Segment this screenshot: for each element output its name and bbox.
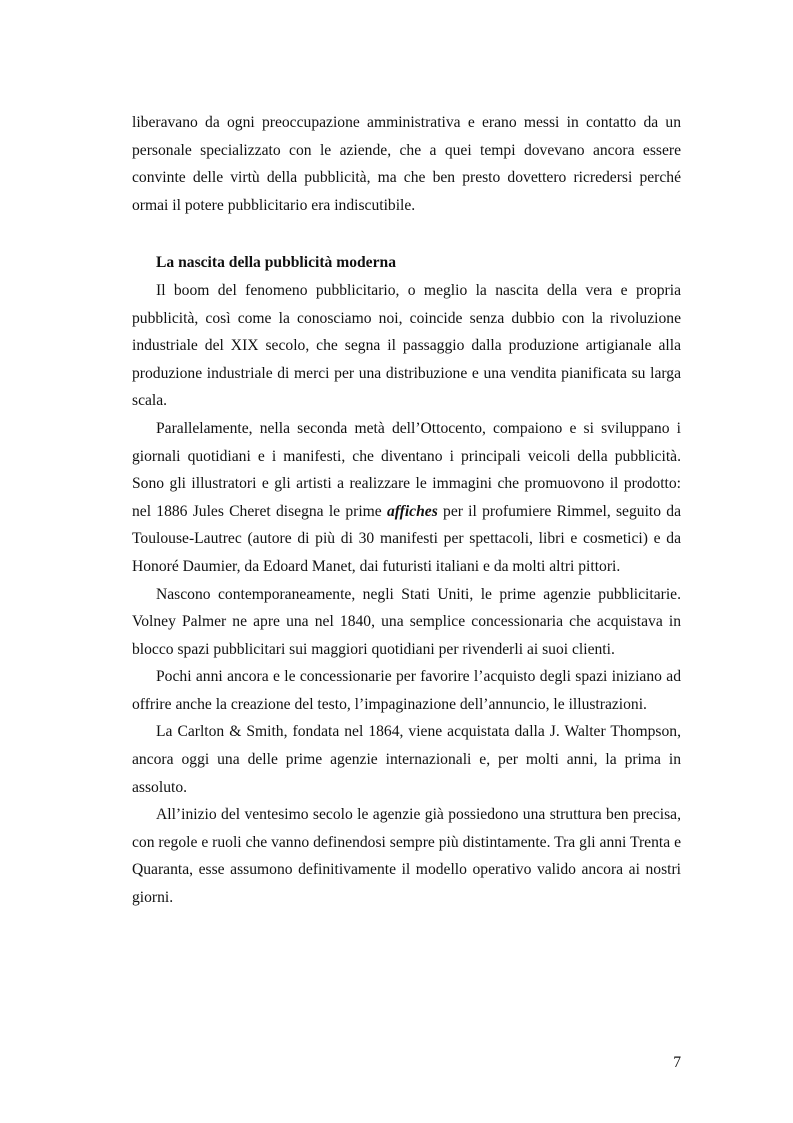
- page-number: 7: [673, 1054, 681, 1071]
- paragraph-concessionarie: Pochi anni ancora e le concessionarie per favorire l’acquisto degli spazi iniziano ad offrire anche la creazione del testo, l’impaginazione dell’annuncio, le illustrazioni.: [132, 668, 681, 713]
- paragraph-agenzie: Nascono contemporaneamente, negli Stati Uniti, le prime agenzie pubblicitarie. Volney Palmer ne apre una nel 1840, una semplice concessionaria che acquistava in blocco spazi pubblicitari sui maggiori quotidiani per rivenderli ai suoi clienti.: [132, 585, 681, 658]
- continuation-paragraph: liberavano da ogni preoccupazione amministrativa e erano messi in contatto da un personale specializzato con le aziende, che a quei tempi dovevano ancora essere convinte delle virtù della pubblicità, ma che ben presto dovettero ricredersi perché ormai il potere pubblicitario era indiscutibile.: [132, 114, 681, 214]
- section-title: La nascita della pubblicità moderna: [156, 254, 396, 272]
- paragraph-ventesimo-secolo: All’inizio del ventesimo secolo le agenzie già possiedono una struttura ben precisa, con regole e ruoli che vanno definendosi sempre più distintamente. Tra gli anni Trenta e Quaranta, esse assumono definitivamente il modello operativo valido ancora ai nostri giorni.: [132, 806, 681, 907]
- paragraph-carlton-smith: La Carlton & Smith, fondata nel 1864, viene acquistata dalla J. Walter Thompson, ancora oggi una delle prime agenzie internazionali e, per molti anni, la prima in assoluto.: [132, 723, 681, 796]
- paragraph-ottocento-start: Parallelamente, nella seconda metà dell’Ottocento, compaiono e si sviluppano i giornali quotidiani e i manifesti, che diventano i principali veicoli della pubblicità. Sono gli illustratori e gli artisti a realizzare le immagini che promuovono il prodotto: nel 1886 Jules Cheret disegna le prime: [132, 419, 681, 520]
- paragraph-boom: Il boom del fenomeno pubblicitario, o meglio la nascita della vera e propria pubblicità, così come la conosciamo noi, coincide senza dubbio con la rivoluzione industriale del XIX secolo, che segna il passaggio dalla produzione artigianale alla produzione industriale di merci per una distribuzione e una vendita pianificata su larga scala.: [132, 281, 681, 410]
- paragraph-ottocento-end: per il profumiere Rimmel, seguito da Toulouse-Lautrec (autore di più di 30 manifesti per spettacoli, libri e cosmetici) e da Honoré Daumier, da Edoard Manet, dai futuristi italiani e da molti altri pittori.: [132, 502, 681, 575]
- body-text: [132, 109, 681, 912]
- emphasis-affiches: affiches: [386, 502, 438, 520]
- paragraph-ottocento: [132, 415, 681, 581]
